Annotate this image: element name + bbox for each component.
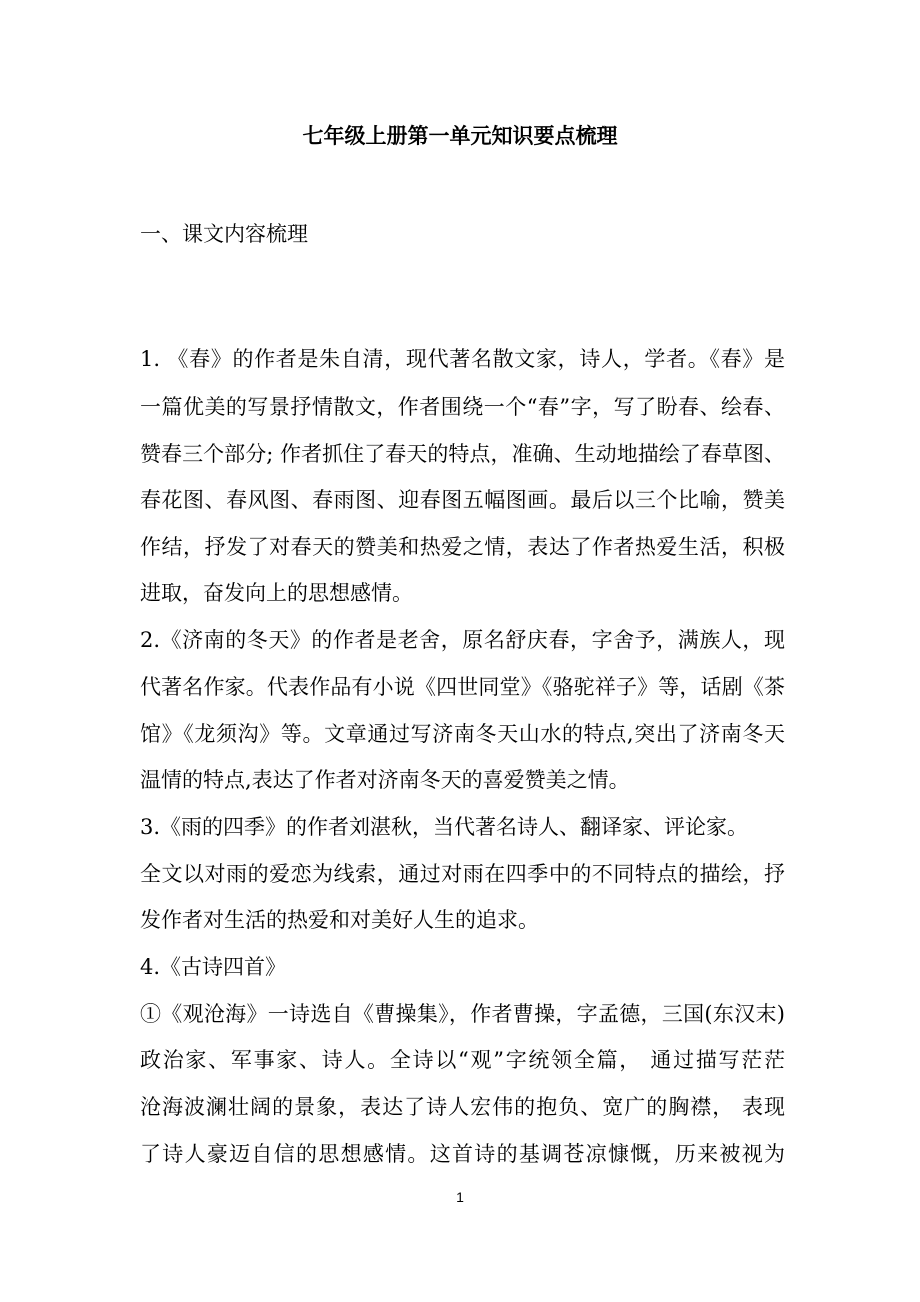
paragraph-2-line-4: 温情的特点,表达了作者对济南冬天的喜爱赞美之情。 [140, 768, 630, 792]
paragraph-1-line-6: 进取，奋发向上的思想感情。 [140, 581, 413, 605]
paragraph-5-line-3: 沧海波澜壮阔的景象，表达了诗人宏伟的抱负、宽广的胸襟， 表现 [140, 1095, 785, 1119]
paragraph-3-line-3: 发作者对生活的热爱和对美好人生的追求。 [140, 908, 539, 932]
section-heading: 一、课文内容梳理 [140, 222, 308, 246]
paragraph-2-line-2: 代著名作家。代表作品有小说《四世同堂》《骆驼祥子》等，话剧《茶 [140, 675, 785, 699]
paragraph-1-line-4: 春花图、春风图、春雨图、迎春图五幅图画。最后以三个比喻，赞美 [140, 488, 785, 512]
paragraph-5-line-2: 政治家、军事家、诗人。全诗以“观”字统领全篇， 通过描写茫茫 [140, 1048, 785, 1072]
document-title: 七年级上册第一单元知识要点梳理 [302, 123, 618, 148]
paragraph-5-line-4: 了诗人豪迈自信的思想感情。这首诗的基调苍凉慷慨，历来被视为 [140, 1142, 785, 1166]
paragraph-1-line-3: 赞春三个部分; 作者抓住了春天的特点，准确、生动地描绘了春草图、 [140, 442, 785, 466]
paragraph-3-line-1: 3.《雨的四季》的作者刘湛秋，当代著名诗人、翻译家、评论家。 [140, 815, 749, 839]
page-number: 1 [456, 1189, 464, 1205]
paragraph-1-line-5: 作结，抒发了对春天的赞美和热爱之情，表达了作者热爱生活，积极 [140, 535, 785, 559]
paragraph-3-line-2: 全文以对雨的爱恋为线索，通过对雨在四季中的不同特点的描绘，抒 [140, 862, 785, 886]
paragraph-1-line-1: 1. 《春》的作者是朱自清，现代著名散文家，诗人，学者。《春》是 [140, 347, 785, 371]
paragraph-5-line-1: ①《观沧海》一诗选自《曹操集》，作者曹操，字孟德，三国(东汉末) [140, 1002, 785, 1026]
paragraph-4-line-1: 4.《古诗四首》 [140, 955, 287, 979]
paragraph-2-line-1: 2.《济南的冬天》的作者是老舍，原名舒庆春，字舍予，满族人，现 [140, 628, 785, 652]
paragraph-2-line-3: 馆》《龙须沟》等。文章通过写济南冬天山水的特点,突出了济南冬天 [140, 722, 785, 746]
paragraph-1-line-2: 一篇优美的写景抒情散文，作者围绕一个“春”字，写了盼春、绘春、 [140, 395, 785, 419]
